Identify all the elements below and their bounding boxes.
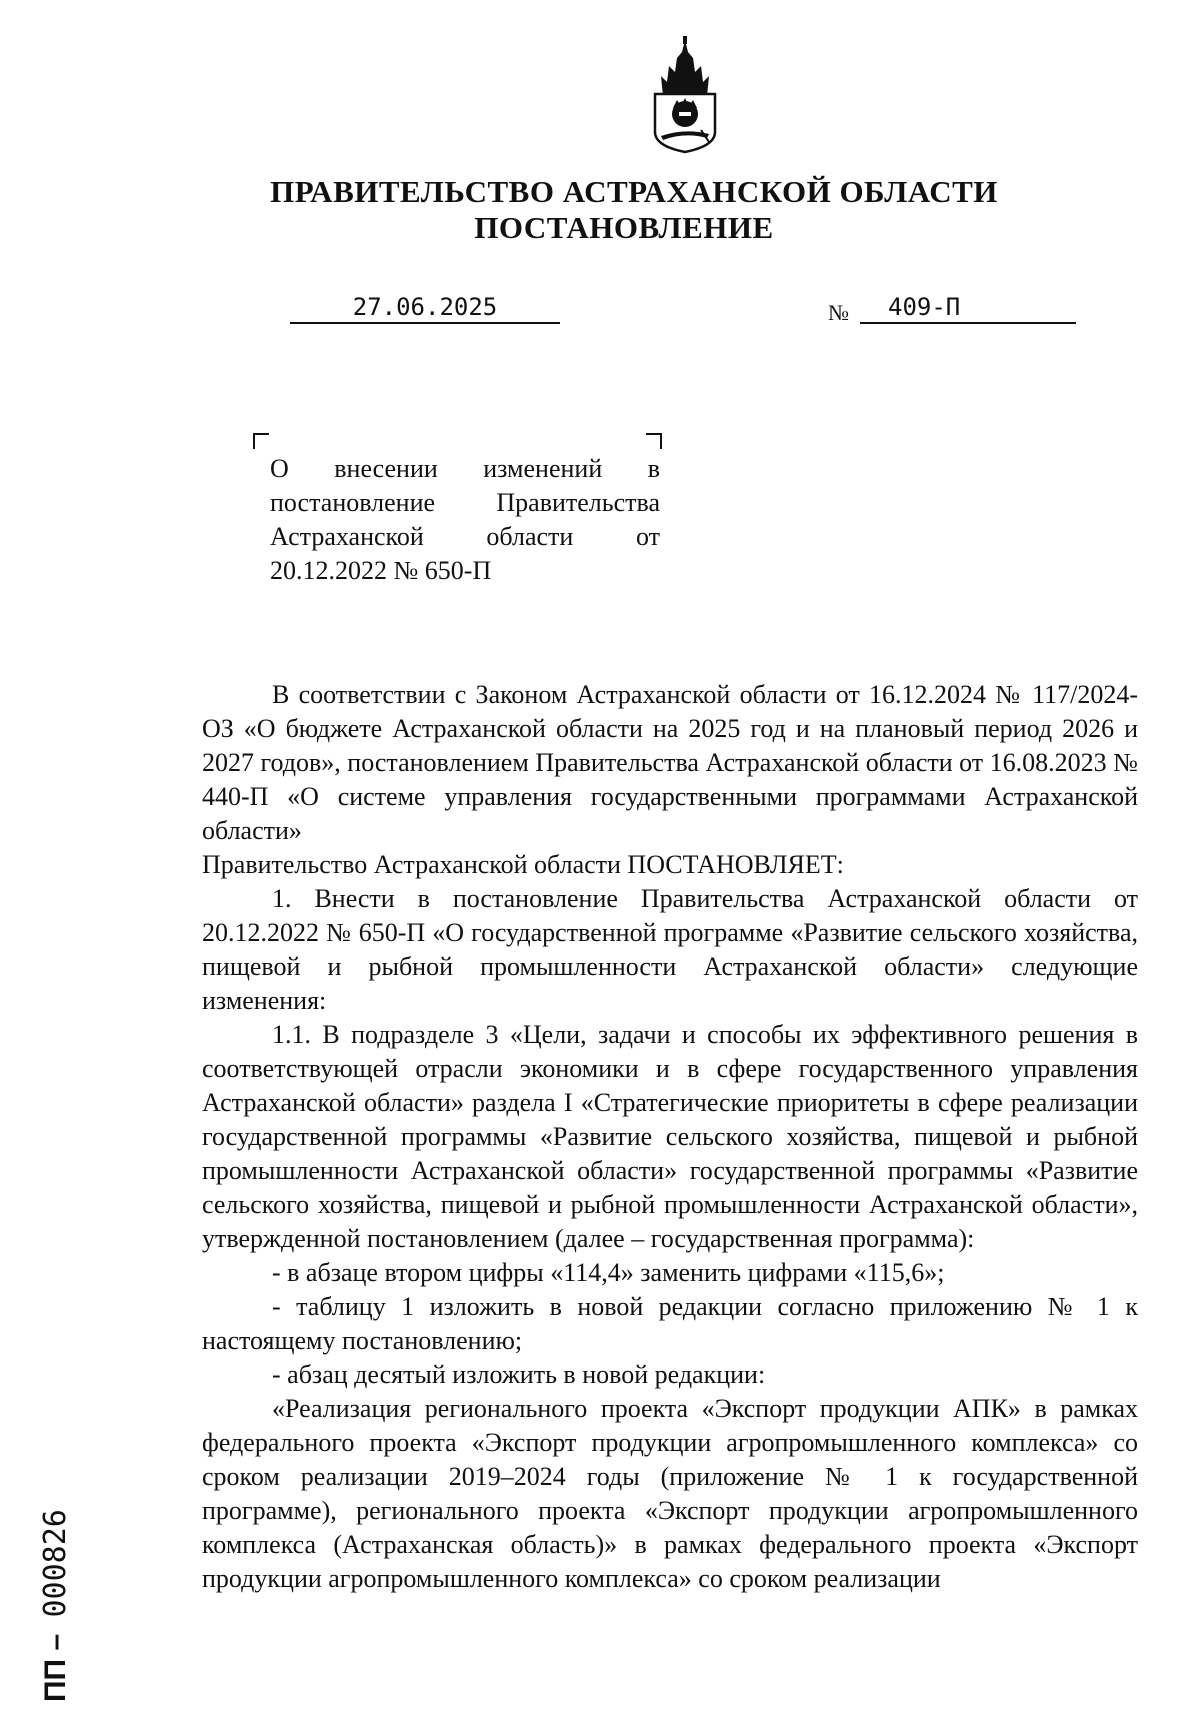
government-title: ПРАВИТЕЛЬСТВО АСТРАХАНСКОЙ ОБЛАСТИ [270,174,998,209]
number-sign: № [828,300,849,325]
preamble-paragraph: В соответствии с Законом Астраханской области от 16.12.2024 № 117/2024-ОЗ «О бюджете Астраханской области на 2025 год и на плановый период 2026 и 2027 годов», постановлением Правительства Астраханской области от 16.08.2023 № 440-П «О системе управления государственными программами Астраханской области» [202,680,1138,845]
bullet-paragraph-2: - таблицу 1 изложить в новой редакции согласно приложению № 1 к настоящему постановлению; [202,1292,1138,1355]
document-body [202,678,1138,1596]
margin-registration-code [38,1509,73,1702]
quoted-paragraph: «Реализация регионального проекта «Экспорт продукции АПК» в рамках федерального проекта «Экспорт продукции агропромышленного комплекса» со сроком реализации 2019–2024 годы (приложение № 1 к государственной программе), регионального проекта «Экспорт продукции агропромышленного комплекса (Астраханская область)» в рамках федерального проекта «Экспорт продукции агропромышленного комплекса» со сроком реализации [202,1394,1138,1593]
document-date: 27.06.2025 [290,292,560,324]
item-1-paragraph: 1. Внести в постановление Правительства Астраханской области от 20.12.2022 № 650-П «О государственной программе «Развитие сельского хозяйства, пищевой и рыбной промышленности Астраханской области» следующие изменения: [202,884,1138,1015]
subject-corner-left [253,433,269,449]
bullet-paragraph-1: - в абзаце втором цифры «114,4» заменить цифрами «115,6»; [272,1258,945,1287]
resolution-paragraph: Правительство Астраханской области ПОСТАНОВЛЯЕТ: [202,850,844,879]
document-type-title: ПОСТАНОВЛЕНИЕ [474,210,774,245]
document-subject: О внесении изменений в постановление Правительства Астраханской области от 20.12.2022 № 650-П [270,454,660,585]
margin-code-digits: 000826 [38,1509,73,1618]
margin-code-prefix: ПП – [39,1633,72,1702]
bullet-paragraph-3: - абзац десятый изложить в новой редакции: [272,1360,766,1389]
coat-of-arms-emblem [647,36,723,154]
item-1-1-paragraph: 1.1. В подразделе 3 «Цели, задачи и способы их эффективного решения в соответствующей отрасли экономики и в сфере государственного управления Астраханской области» раздела I «Стратегические приоритеты в сфере реализации государственной программы «Развитие сельского хозяйства, пищевой и рыбной промышленности Астраханской области» государственной программы «Развитие сельского хозяйства, пищевой и рыбной промышленности Астраханской области», утвержденной постановлением (далее – государственная программа): [202,1020,1138,1253]
document-number: 409-П [860,292,1076,324]
subject-corner-right [646,433,662,449]
